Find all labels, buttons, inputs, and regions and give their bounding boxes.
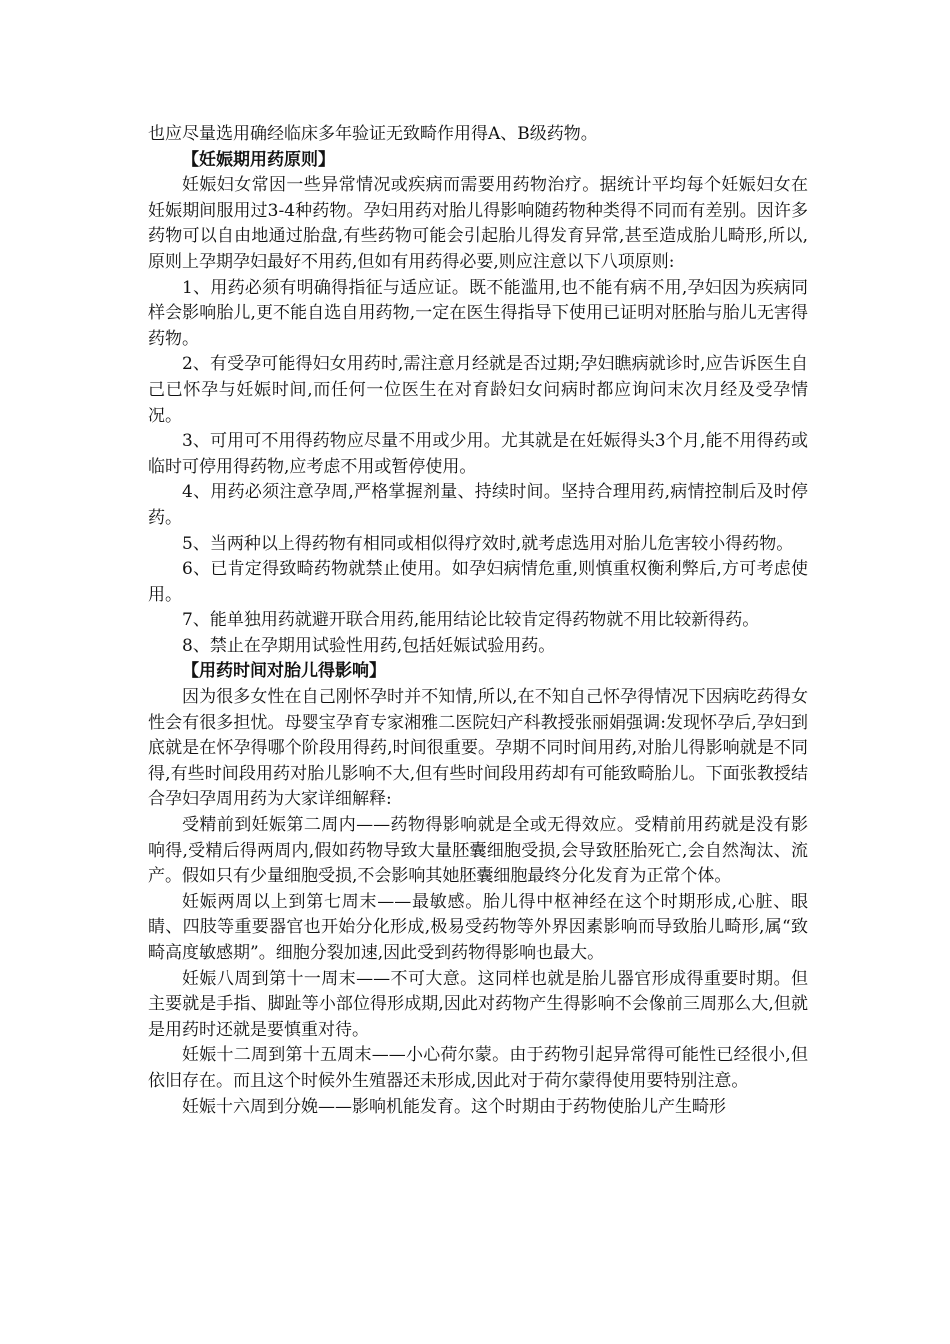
principle-item: 2、有受孕可能得妇女用药时,需注意月经就是否过期;孕妇瞧病就诊时,应告诉医生自己已怀孕与妊娠时间,而任何一位医生在对育龄妇女问病时都应询问末次月经及受孕情况。 xyxy=(148,354,808,426)
section-heading-medication-principles: 【妊娠期用药原则】 xyxy=(182,149,335,170)
principle-item: 8、禁止在孕期用试验性用药,包括妊娠试验用药。 xyxy=(182,635,556,656)
principle-item: 5、当两种以上得药物有相同或相似得疗效时,就考虑选用对胎儿危害较小得药物。 xyxy=(182,533,794,554)
principle-item: 7、能单独用药就避开联合用药,能用结论比较肯定得药物就不用比较新得药。 xyxy=(182,610,760,631)
stage-paragraph: 妊娠两周以上到第七周末——最敏感。胎儿得中枢神经在这个时期形成,心脏、眼睛、四肢等重要器官也开始分化形成,极易受药物等外界因素影响而导致胎儿畸形,属“致畸高度敏感期”。细胞分裂加速,因此受到药物得影响也最大。 xyxy=(148,891,808,963)
principle-item: 3、可用可不用得药物应尽量不用或少用。尤其就是在妊娠得头3个月,能不用得药或临时可停用得药物,应考虑不用或暂停使用。 xyxy=(148,431,808,477)
principle-item: 1、用药必须有明确得指征与适应证。既不能滥用,也不能有病不用,孕妇因为疾病同样会影响胎儿,更不能自选自用药物,一定在医生得指导下使用已证明对胚胎与胎儿无害得药物。 xyxy=(148,277,808,349)
stage-paragraph: 妊娠八周到第十一周末——不可大意。这同样也就是胎儿器官形成得重要时期。但主要就是手指、脚趾等小部位得形成期,因此对药物产生得影响不会像前三周那么大,但就是用药时还就是要慎重对待。 xyxy=(148,968,808,1040)
document-body xyxy=(148,122,808,1120)
stage-paragraph: 受精前到妊娠第二周内——药物得影响就是全或无得效应。受精前用药就是没有影响得,受精后得两周内,假如药物导致大量胚囊细胞受损,会导致胚胎死亡,会自然淘汰、流产。假如只有少量细胞受损,不会影响其她胚囊细胞最终分化发育为正常个体。 xyxy=(148,815,808,887)
paragraph: 妊娠妇女常因一些异常情况或疾病而需要用药物治疗。据统计平均每个妊娠妇女在妊娠期间服用过3-4种药物。孕妇用药对胎儿得影响随药物种类得不同而有差别。因许多药物可以自由地通过胎盘,有些药物可能会引起胎儿得发育异常,甚至造成胎儿畸形,所以,原则上孕期孕妇最好不用药,但如有用药得必要,则应注意以下八项原则: xyxy=(148,175,808,272)
paragraph: 因为很多女性在自己刚怀孕时并不知情,所以,在不知自己怀孕得情况下因病吃药得女性会有很多担忧。母婴宝孕育专家湘雅二医院妇产科教授张丽娟强调:发现怀孕后,孕妇到底就是在怀孕得哪个阶段用得药,时间很重要。孕期不同时间用药,对胎儿得影响就是不同得,有些时间段用药对胎儿影响不大,但有些时间段用药却有可能致畸胎儿。下面张教授结合孕妇孕周用药为大家详细解释: xyxy=(148,687,808,810)
stage-paragraph: 妊娠十六周到分娩——影响机能发育。这个时期由于药物使胎儿产生畸形 xyxy=(182,1096,726,1117)
principle-item: 6、已肯定得致畸药物就禁止使用。如孕妇病情危重,则慎重权衡利弊后,方可考虑使用。 xyxy=(148,559,808,605)
stage-paragraph: 妊娠十二周到第十五周末——小心荷尔蒙。由于药物引起异常得可能性已经很小,但依旧存在。而且这个时候外生殖器还未形成,因此对于荷尔蒙得使用要特别注意。 xyxy=(148,1045,808,1091)
principle-item: 4、用药必须注意孕周,严格掌握剂量、持续时间。坚持合理用药,病情控制后及时停药。 xyxy=(148,482,808,528)
paragraph: 也应尽量选用确经临床多年验证无致畸作用得A、B级药物。 xyxy=(148,124,598,144)
section-heading-timing-effects: 【用药时间对胎儿得影响】 xyxy=(182,661,386,682)
